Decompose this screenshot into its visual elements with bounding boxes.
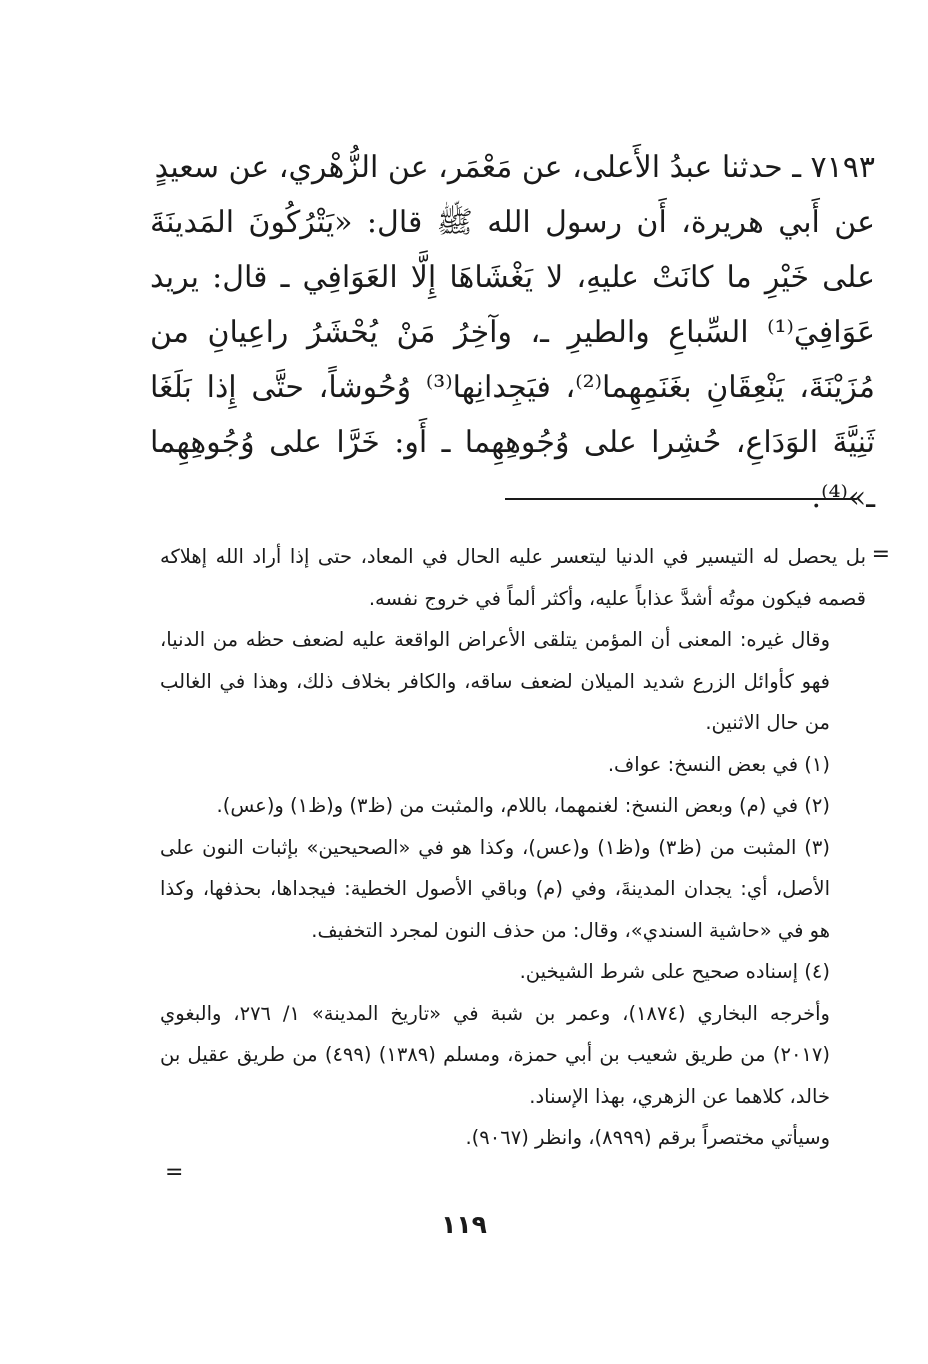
footnote-separator <box>505 498 857 500</box>
footnote-4-takhrij: وأخرجه البخاري (١٨٧٤)، وعمر بن شبة في «تاريخ المدينة» ١/ ٢٧٦، والبغوي (٢٠١٧) من طريق شعيب بن أبي حمزة، ومسلم (١٣٨٩) (٤٩٩) من طريق عقيل بن خالد، كلاهما عن الزهري، بهذا الإسناد. <box>160 1001 830 1108</box>
hadith-body: عن أَبي هريرة، أَن رسول الله ﷺ قال: «يَتْرُكُونَ المَدينَةَ على خَيْرِ ما كانَتْ عليهِ، لا يَغْشَاهَا إِلَّا العَوَافِي ـ قال: يريد عَوَافِيَ⁽¹⁾ السِّباعِ والطيرِ ـ، وآخِرُ مَنْ يُحْشَرُ راعِيانِ من مُزَيْنَةَ، يَنْعِقَانِ بغَنَمِهِما⁽²⁾، فيَجِدانِها⁽³⁾ وُحُوشاً، حتَّى إِذا بَلَغَا ثَنِيَّةَ الوَدَاعِ، حُشِرا على وُجُوهِهِما ـ أَو: خَرَّا على وُجُوهِهِما ـ»⁽⁴⁾. <box>150 205 875 515</box>
continuation-mark-bottom: = <box>165 1160 184 1185</box>
footnote-4-crossref: وسيأتي مختصراً برقم (٨٩٩٩)، وانظر (٩٠٦٧). <box>465 1126 830 1149</box>
footnote-4: (٤) إسناده صحيح على شرط الشيخين. <box>519 960 830 983</box>
hadith-chain-line: ٧١٩٣ ـ حدثنا عبدُ الأَعلى، عن مَعْمَر، عن الزُّهْري، عن سعيدٍ <box>154 150 875 185</box>
footnote-1: (١) في بعض النسخ: عواف. <box>607 752 830 776</box>
continued-note: بل يحصل له التيسير في الدنيا ليتعسر عليه الحال في المعاد، حتى إذا أراد الله إهلاكه قصمه فيكون موتُه أشدَّ عذاباً عليه، وأكثر ألماً في خروج نفسه. <box>160 545 866 610</box>
footnote-3: (٣) المثبت من (ظ٣) و(ظ١) و(عس)، وكذا هو في «الصحيحين» بإثبات النون على الأصل، أي: يجدان المدينةَ، وفي (م) وباقي الأصول الخطية: فيجداها، بحذفها، وكذا هو في «حاشية السندي»، وقال: من حذف النون لمجرد التخفيف. <box>160 835 830 942</box>
page-number: ١١٩ <box>441 1210 487 1239</box>
footnotes <box>160 536 866 1159</box>
continued-note-2: وقال غيره: المعنى أن المؤمن يتلقى الأعراض الواقعة عليه لضعف حظه من الدنيا، فهو كأوائل الزرع شديد الميلان لضعف ساقه، والكافر بخلاف ذلك، وهذا في الغالب من حال الاثنين. <box>160 628 830 734</box>
hadith-main-text <box>150 140 875 525</box>
footnote-2: (٢) في (م) وبعض النسخ: لغنمهما، باللام، والمثبت من (ظ٣) و(ظ١) و(عس). <box>216 794 830 817</box>
continuation-mark-top: = <box>871 542 890 567</box>
